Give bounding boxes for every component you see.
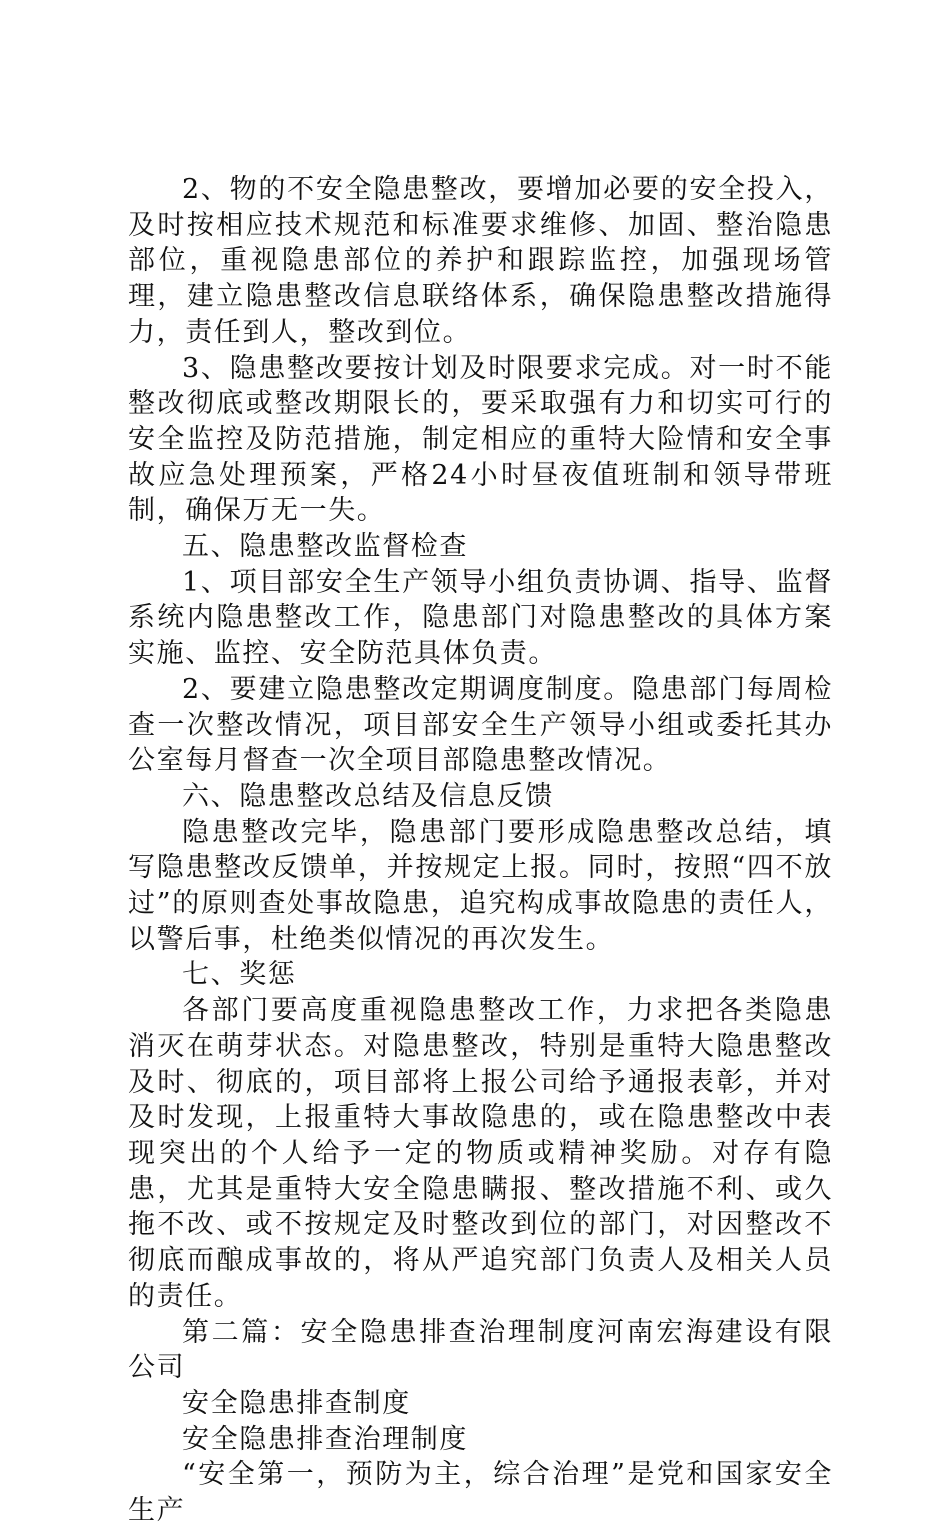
- paragraph-summary-feedback: 隐患整改完毕，隐患部门要形成隐患整改总结，填写隐患整改反馈单，并按规定上报。同时，按照“四不放过”的原则查处事故隐患，追究构成事故隐患的责任人，以警后事，杜绝类似情况的再次发生。: [128, 816, 833, 955]
- chapter-heading-part-two: 第二篇：安全隐患排查治理制度河南宏海建设有限公司: [128, 1316, 833, 1384]
- subtitle-governance-system: 安全隐患排查治理制度: [182, 1423, 468, 1455]
- paragraph-item-2-dispatch-system: 2、要建立隐患整改定期调度制度。隐患部门每周检查一次整改情况，项目部安全生产领导小组或委托其办公室每月督查一次全项目部隐患整改情况。: [128, 673, 833, 777]
- section-heading-rewards-penalties: 七、奖惩: [182, 959, 297, 991]
- section-heading-supervision: 五、隐患整改监督检查: [182, 531, 468, 563]
- subtitle-inspection-system: 安全隐患排查制度: [182, 1387, 411, 1419]
- paragraph-item-1-leadership-group: 1、项目部安全生产领导小组负责协调、指导、监督系统内隐患整改工作，隐患部门对隐患整改的具体方案实施、监控、安全防范具体负责。: [128, 566, 833, 670]
- paragraph-policy-opening: “安全第一，预防为主，综合治理”是党和国家安全生产: [128, 1459, 833, 1527]
- paragraph-rewards-penalties: 各部门要高度重视隐患整改工作，力求把各类隐患消灭在萌芽状态。对隐患整改，特别是重特大隐患整改及时、彻底的，项目部将上报公司给予通报表彰，并对及时发现，上报重特大事故隐患的，或在隐患整改中表现突出的个人给予一定的物质或精神奖励。对存有隐患，尤其是重特大安全隐患瞒报、整改措施不利、或久拖不改、或不按规定及时整改到位的部门，对因整改不彻底而酿成事故的，将从严追究部门负责人及相关人员的责任。: [128, 995, 833, 1312]
- section-heading-summary-feedback: 六、隐患整改总结及信息反馈: [182, 780, 554, 812]
- paragraph-item-3-rectification-schedule: 3、隐患整改要按计划及时限要求完成。对一时不能整改彻底或整改期限长的，要采取强有力和切实可行的安全监控及防范措施，制定相应的重特大险情和安全事故应急处理预案，严格24小时昼夜值班制和领导带班制，确保万无一失。: [128, 352, 833, 527]
- document-body: [128, 172, 833, 1529]
- paragraph-item-2-material-hazards: 2、物的不安全隐患整改，要增加必要的安全投入，及时按相应技术规范和标准要求维修、加固、整治隐患部位，重视隐患部位的养护和跟踪监控，加强现场管理，建立隐患整改信息联络体系，确保隐患整改措施得力，责任到人，整改到位。: [128, 174, 833, 348]
